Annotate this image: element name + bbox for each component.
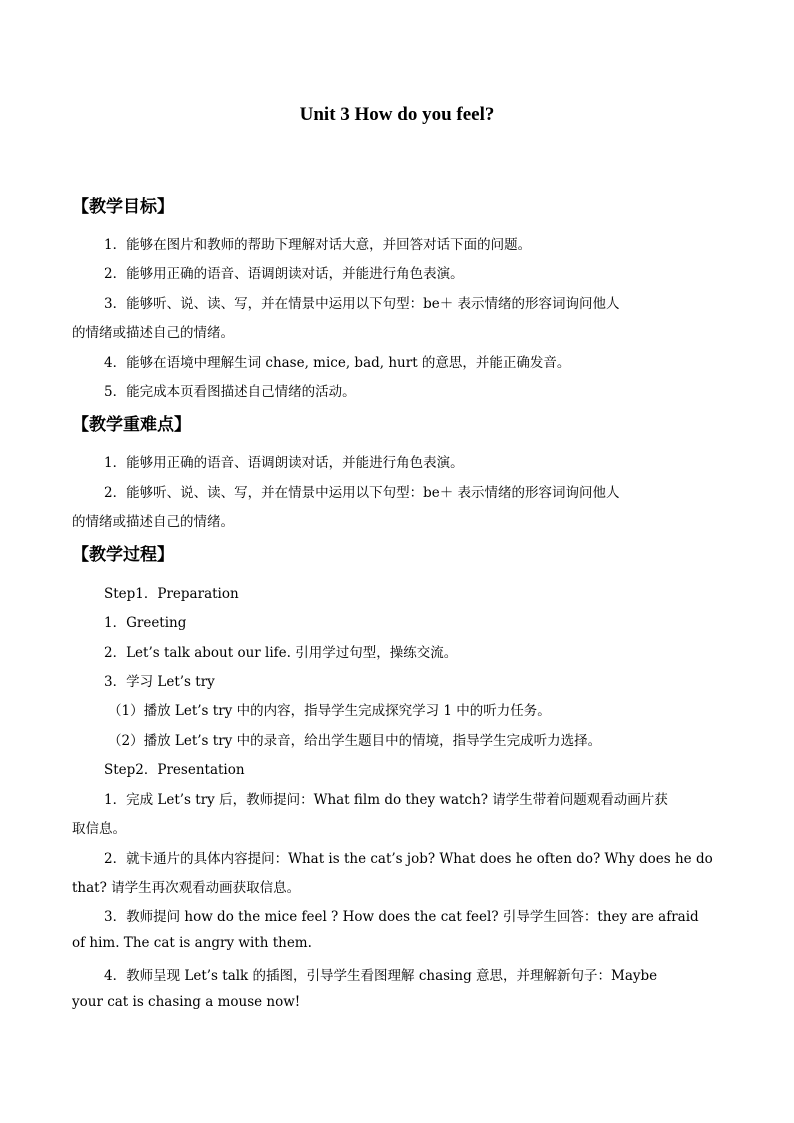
process-line: that? 请学生再次观看动画获取信息。 xyxy=(72,880,301,896)
keypoints-line: 1．能够用正确的语音、语调朗读对话，并能进行角色表演。 xyxy=(104,455,464,471)
section-heading-keypoints: 【教学重难点】 xyxy=(72,415,191,435)
process-line: 1．Greeting xyxy=(104,615,187,631)
process-line: of him. The cat is angry with them. xyxy=(72,935,312,951)
process-line: 取信息。 xyxy=(72,821,126,837)
goals-line: 1．能够在图片和教师的帮助下理解对话大意，并回答对话下面的问题。 xyxy=(104,237,532,253)
process-line: 1．完成 Let’s try 后，教师提问：What film do they watch? 请学生带着问题观看动画片获 xyxy=(104,792,668,808)
process-line: 4．教师呈现 Let’s talk 的插图，引导学生看图理解 chasing 意思，并理解新句子：Maybe xyxy=(104,968,658,984)
goals-line: 3．能够听、说、读、写，并在情景中运用以下句型：be＋ 表示情绪的形容词询问他人 xyxy=(104,296,620,312)
keypoints-line: 2．能够听、说、读、写，并在情景中运用以下句型：be＋ 表示情绪的形容词询问他人 xyxy=(104,485,620,501)
process-line: 2．Let’s talk about our life. 引用学过句型，操练交流。 xyxy=(104,645,458,661)
goals-line: 2．能够用正确的语音、语调朗读对话，并能进行角色表演。 xyxy=(104,266,464,282)
process-line: 2．就卡通片的具体内容提问：What is the cat’s job? What does he often do? Why does he do xyxy=(104,851,713,867)
goals-line: 5．能完成本页看图描述自己情绪的活动。 xyxy=(104,384,356,400)
process-line: （1）播放 Let’s try 中的内容，指导学生完成探究学习 1 中的听力任务。 xyxy=(108,703,551,719)
process-line: 3．学习 Let’s try xyxy=(104,674,215,690)
process-line: your cat is chasing a mouse now! xyxy=(72,994,301,1010)
goals-line: 4．能够在语境中理解生词 chase, mice, bad, hurt 的意思，并能正确发音。 xyxy=(104,355,571,371)
section-heading-goals: 【教学目标】 xyxy=(72,197,174,217)
keypoints-line: 的情绪或描述自己的情绪。 xyxy=(72,514,234,530)
process-line: Step2．Presentation xyxy=(104,762,245,778)
process-line: （2）播放 Let’s try 中的录音，给出学生题目中的情境，指导学生完成听力选择。 xyxy=(108,733,602,749)
section-heading-process: 【教学过程】 xyxy=(72,545,174,565)
process-line: 3．教师提问 how do the mice feel ? How does the cat feel? 引导学生回答：they are afraid xyxy=(104,909,699,925)
page-title: Unit 3 How do you feel? xyxy=(299,104,495,125)
process-line: Step1．Preparation xyxy=(104,586,239,602)
goals-line: 的情绪或描述自己的情绪。 xyxy=(72,325,234,341)
